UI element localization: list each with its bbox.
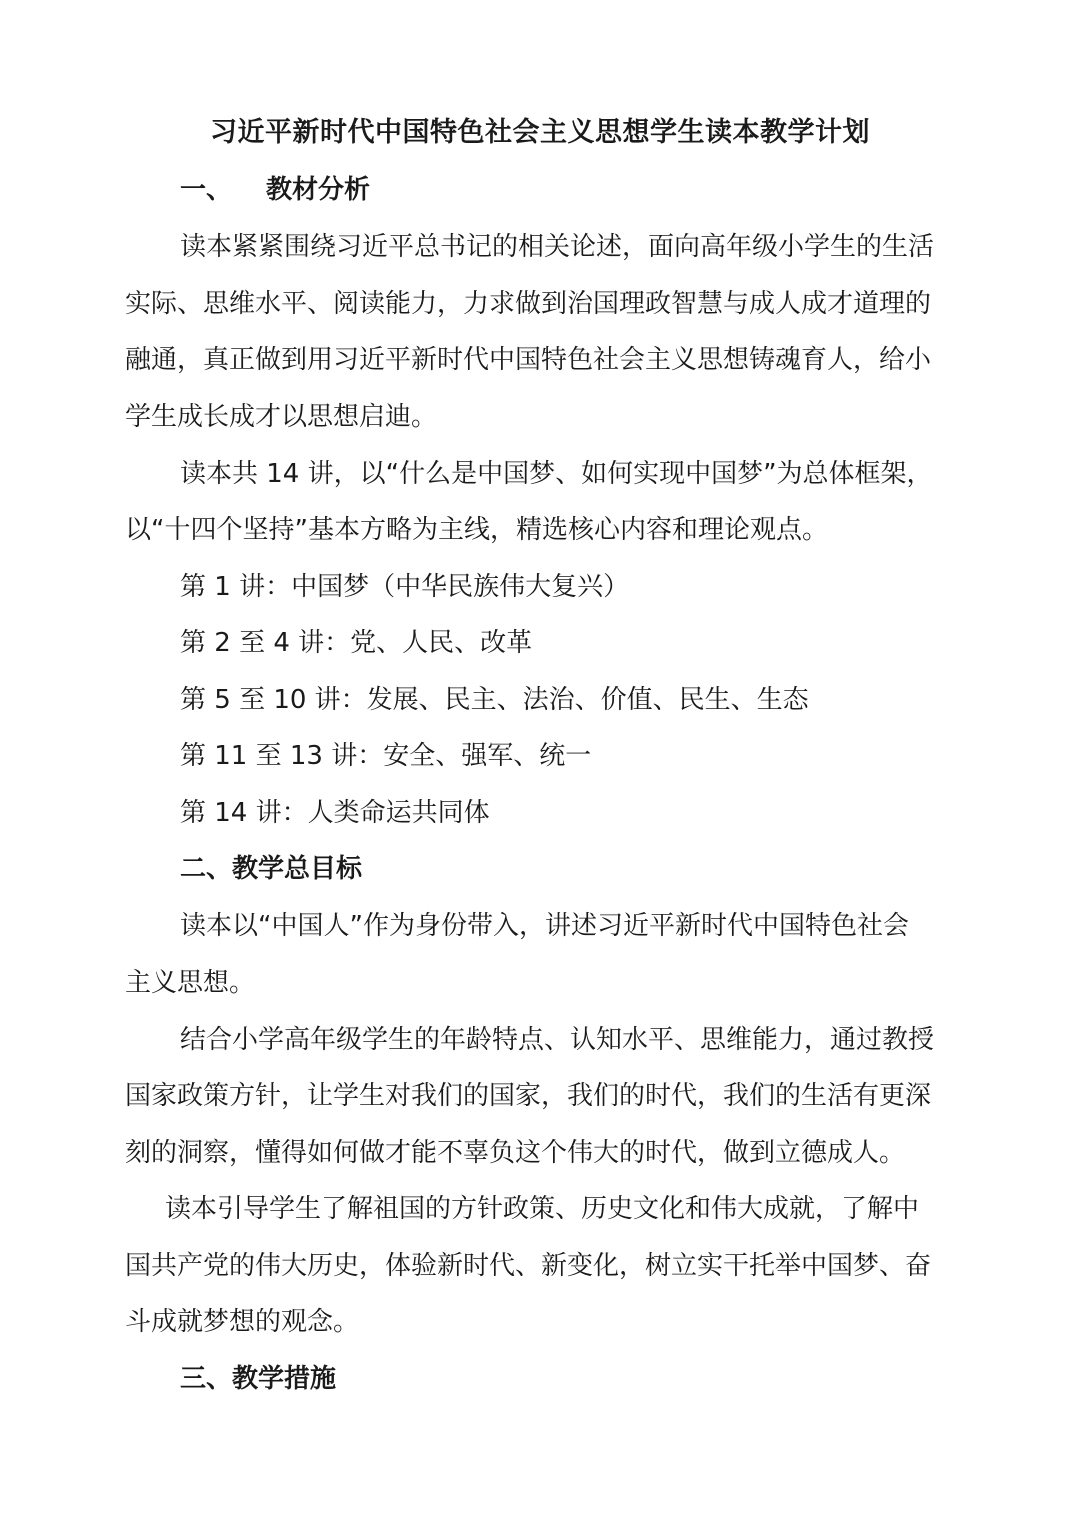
paragraph-line: 结合小学高年级学生的年龄特点、认知水平、思维能力，通过教授: [180, 1025, 935, 1055]
paragraph-line: 读本引导学生了解祖国的方针政策、历史文化和伟大成就，了解中: [165, 1194, 920, 1224]
lecture-item: 第 11 至 13 讲：安全、强军、统一: [180, 741, 592, 771]
paragraph-line: 刻的洞察，懂得如何做才能不辜负这个伟大的时代，做到立德成人。: [125, 1138, 906, 1168]
paragraph-line: 实际、思维水平、阅读能力，力求做到治国理政智慧与成人成才道理的: [125, 289, 932, 319]
paragraph-line: 斗成就梦想的观念。: [125, 1307, 360, 1337]
paragraph-line: 读本以“中国人”作为身份带入，讲述习近平新时代中国特色社会: [180, 911, 909, 941]
section-heading-text: 教材分析: [266, 175, 371, 205]
lecture-item: 第 5 至 10 讲：发展、民主、法治、价值、民生、生态: [180, 685, 809, 715]
lecture-item: 第 1 讲：中国梦（中华民族伟大复兴）: [180, 572, 630, 602]
section-heading-2: 二、教学总目标: [180, 854, 363, 884]
paragraph-line: 融通，真正做到用习近平新时代中国特色社会主义思想铸魂育人，给小: [125, 345, 932, 375]
paragraph-line: 学生成长成才以思想启迪。: [125, 402, 438, 432]
paragraph-line: 国家政策方针，让学生对我们的国家，我们的时代，我们的生活有更深: [125, 1081, 932, 1111]
document-title: 习近平新时代中国特色社会主义思想学生读本教学计划: [210, 117, 870, 148]
lecture-item: 第 2 至 4 讲：党、人民、改革: [180, 628, 533, 658]
section-heading-1: [180, 170, 1020, 210]
paragraph-line: 以“十四个坚持”基本方略为主线，精选核心内容和理论观点。: [125, 515, 828, 545]
paragraph-line: 国共产党的伟大历史，体验新时代、新变化，树立实干托举中国梦、奋: [125, 1251, 932, 1281]
paragraph-line: 主义思想。: [125, 968, 256, 998]
paragraph-line: 读本紧紧围绕习近平总书记的相关论述，面向高年级小学生的生活: [180, 232, 935, 262]
paragraph-line: 读本共 14 讲，以“什么是中国梦、如何实现中国梦”为总体框架，: [180, 459, 933, 489]
section-heading-3: 三、教学措施: [180, 1364, 337, 1394]
section-number: 一、: [180, 175, 233, 205]
lecture-item: 第 14 讲：人类命运共同体: [180, 798, 490, 828]
